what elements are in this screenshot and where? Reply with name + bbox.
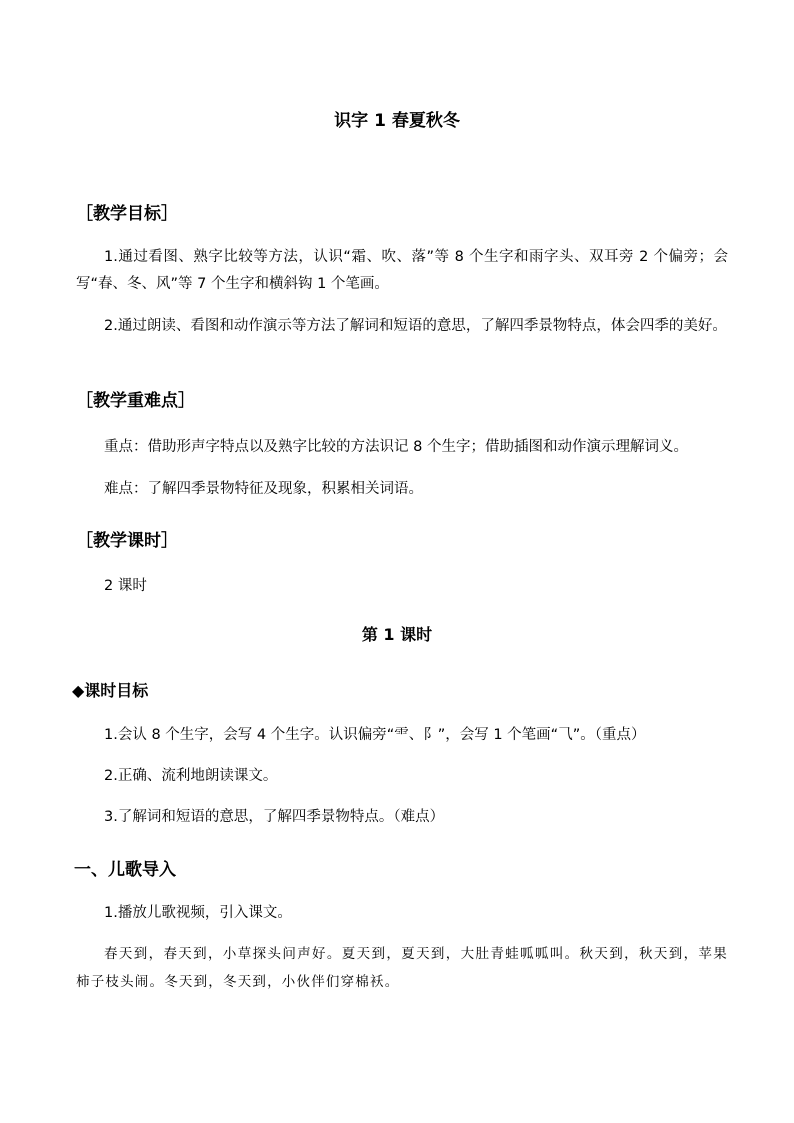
lesson-objectives-heading: ◆课时目标 — [72, 681, 149, 700]
lesson-1-heading: 第 1 课时 — [361, 625, 433, 644]
period-value: 2 课时 — [104, 578, 147, 594]
objective-2-paragraph: 2.正确、流利地朗读课文。 — [104, 768, 278, 784]
objective-1-paragraph: 1.会认 8 个生字，会写 4 个生字。认识偏旁“⻗、阝”，会写 1 个笔画“⺄”。（重点） — [104, 727, 646, 743]
difficult-point-paragraph: 难点：了解四季景物特征及现象，积累相关词语。 — [104, 481, 423, 497]
key-point-paragraph: 重点：借助形声字特点以及熟字比较的方法识记 8 个生字；借助插图和动作演示理解词义。 — [104, 439, 688, 455]
nursery-rhyme-paragraph: 春天到，春天到，小草探头问声好。夏天到，夏天到，大肚青蛙呱呱叫。秋天到，秋天到，苹果柿子枝头闹。冬天到，冬天到，小伙伴们穿棉袄。 — [76, 946, 728, 990]
key-points-heading: ［教学重难点］ — [76, 391, 195, 411]
goal-1-paragraph: 1.通过看图、熟字比较等方法，认识“霜、吹、落”等 8 个生字和雨字头、双耳旁 2 个偏旁；会写“春、冬、风”等 7 个生字和横斜钩 1 个笔画。 — [76, 249, 728, 292]
period-heading: ［教学课时］ — [76, 531, 178, 551]
document-title: 识字 1 春夏秋冬 — [334, 111, 460, 131]
objective-3-paragraph: 3.了解词和短语的意思，了解四季景物特点。（难点） — [104, 809, 445, 825]
goals-heading: ［教学目标］ — [76, 204, 178, 224]
step-1-paragraph: 1.播放儿歌视频，引入课文。 — [104, 905, 292, 921]
goal-2-paragraph: 2.通过朗读、看图和动作演示等方法了解词和短语的意思，了解四季景物特点，体会四季的美好。 — [104, 318, 727, 334]
part-1-heading: 一、儿歌导入 — [74, 860, 176, 880]
